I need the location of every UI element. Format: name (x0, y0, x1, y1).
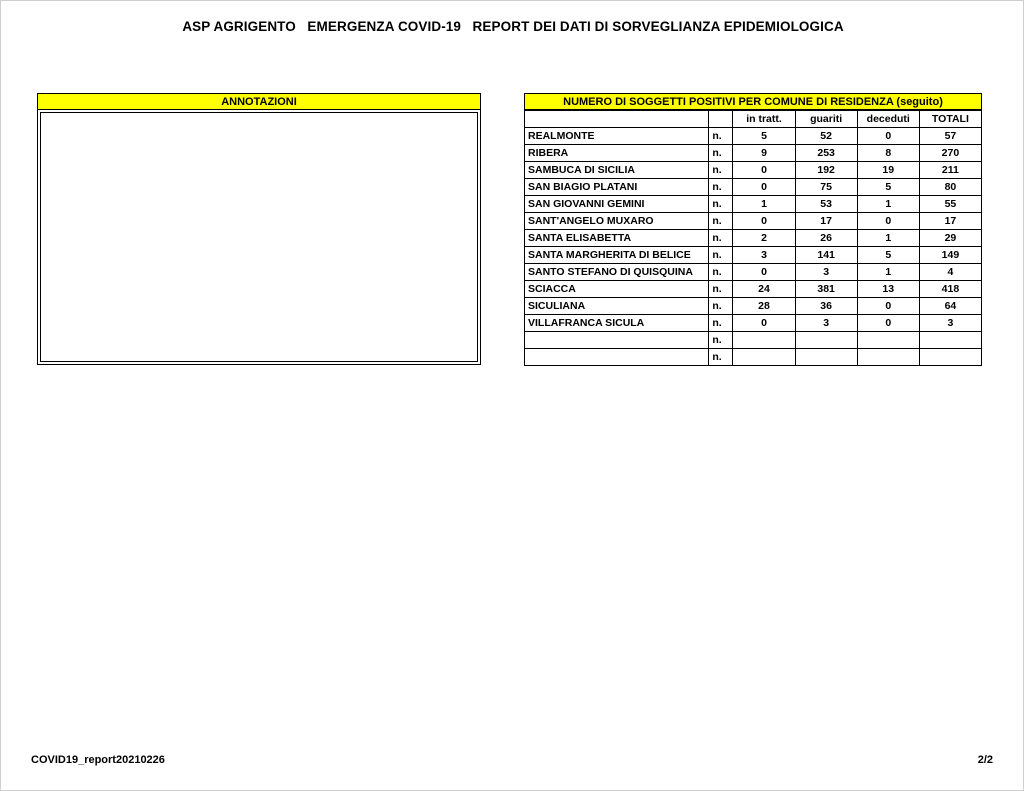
cell-comune: SANTA MARGHERITA DI BELICE (525, 247, 709, 264)
cell-in-trattamento: 28 (733, 298, 795, 315)
cell-unit: n. (709, 349, 733, 366)
footer-document-id: COVID19_report20210226 (31, 754, 165, 766)
cell-unit: n. (709, 162, 733, 179)
annotations-body (37, 110, 481, 365)
cell-totali: 270 (919, 145, 981, 162)
cell-comune: SAMBUCA DI SICILIA (525, 162, 709, 179)
table-row (525, 128, 982, 145)
cell-in-trattamento: 3 (733, 247, 795, 264)
cell-comune: SANTA ELISABETTA (525, 230, 709, 247)
cell-guariti: 253 (795, 145, 857, 162)
cell-in-trattamento: 1 (733, 196, 795, 213)
positives-table-panel (524, 93, 982, 366)
table-row (525, 349, 982, 366)
cell-unit: n. (709, 247, 733, 264)
cell-totali: 80 (919, 179, 981, 196)
cell-deceduti: 0 (857, 315, 919, 332)
column-header-totali: TOTALI (919, 111, 981, 128)
cell-guariti: 52 (795, 128, 857, 145)
cell-deceduti: 8 (857, 145, 919, 162)
cell-deceduti: 0 (857, 213, 919, 230)
cell-guariti: 26 (795, 230, 857, 247)
cell-comune: SAN BIAGIO PLATANI (525, 179, 709, 196)
table-body (525, 128, 982, 366)
annotations-header: ANNOTAZIONI (37, 93, 481, 110)
table-row (525, 145, 982, 162)
cell-deceduti: 0 (857, 128, 919, 145)
cell-in-trattamento: 2 (733, 230, 795, 247)
table-row (525, 281, 982, 298)
table-row (525, 162, 982, 179)
table-row (525, 315, 982, 332)
cell-guariti (795, 349, 857, 366)
cell-guariti: 36 (795, 298, 857, 315)
cell-totali: 3 (919, 315, 981, 332)
table-row (525, 247, 982, 264)
cell-totali (919, 332, 981, 349)
cell-in-trattamento (733, 349, 795, 366)
cell-deceduti (857, 332, 919, 349)
cell-unit: n. (709, 179, 733, 196)
cell-comune: SAN GIOVANNI GEMINI (525, 196, 709, 213)
cell-comune (525, 332, 709, 349)
cell-unit: n. (709, 128, 733, 145)
cell-in-trattamento: 0 (733, 162, 795, 179)
cell-in-trattamento: 0 (733, 179, 795, 196)
column-header-in-trattamento: in tratt. (733, 111, 795, 128)
cell-deceduti: 1 (857, 230, 919, 247)
cell-totali: 4 (919, 264, 981, 281)
cell-comune: RIBERA (525, 145, 709, 162)
cell-guariti: 381 (795, 281, 857, 298)
cell-guariti: 141 (795, 247, 857, 264)
cell-in-trattamento: 0 (733, 315, 795, 332)
cell-totali: 64 (919, 298, 981, 315)
page-title: ASP AGRIGENTO EMERGENZA COVID-19 REPORT DEI DATI DI SORVEGLIANZA EPIDEMIOLOGICA (182, 19, 844, 34)
cell-unit: n. (709, 230, 733, 247)
cell-guariti: 75 (795, 179, 857, 196)
footer-page-number: 2/2 (977, 754, 993, 766)
cell-deceduti: 5 (857, 247, 919, 264)
cell-comune: SICULIANA (525, 298, 709, 315)
cell-unit: n. (709, 281, 733, 298)
cell-in-trattamento: 0 (733, 213, 795, 230)
cell-deceduti: 13 (857, 281, 919, 298)
table-row (525, 332, 982, 349)
cell-comune: SCIACCA (525, 281, 709, 298)
table-row (525, 264, 982, 281)
cell-in-trattamento: 5 (733, 128, 795, 145)
table-row (525, 213, 982, 230)
cell-totali: 17 (919, 213, 981, 230)
cell-in-trattamento: 9 (733, 145, 795, 162)
cell-unit: n. (709, 196, 733, 213)
cell-guariti: 3 (795, 264, 857, 281)
table-row (525, 179, 982, 196)
cell-guariti: 3 (795, 315, 857, 332)
cell-totali (919, 349, 981, 366)
cell-totali: 418 (919, 281, 981, 298)
cell-in-trattamento (733, 332, 795, 349)
annotations-panel (37, 93, 481, 365)
table-row (525, 230, 982, 247)
column-header-comune (525, 111, 709, 128)
table-header-row (525, 111, 982, 128)
cell-totali: 211 (919, 162, 981, 179)
table-row (525, 298, 982, 315)
cell-unit: n. (709, 315, 733, 332)
cell-comune: SANT'ANGELO MUXARO (525, 213, 709, 230)
cell-deceduti (857, 349, 919, 366)
cell-deceduti: 19 (857, 162, 919, 179)
positives-table (524, 110, 982, 366)
positives-table-title: NUMERO DI SOGGETTI POSITIVI PER COMUNE DI RESIDENZA (seguito) (524, 93, 982, 110)
cell-guariti (795, 332, 857, 349)
cell-unit: n. (709, 298, 733, 315)
cell-guariti: 17 (795, 213, 857, 230)
cell-totali: 55 (919, 196, 981, 213)
column-header-guariti: guariti (795, 111, 857, 128)
cell-totali: 149 (919, 247, 981, 264)
cell-in-trattamento: 0 (733, 264, 795, 281)
cell-comune (525, 349, 709, 366)
cell-unit: n. (709, 145, 733, 162)
cell-guariti: 192 (795, 162, 857, 179)
column-header-unit (709, 111, 733, 128)
cell-deceduti: 1 (857, 264, 919, 281)
cell-in-trattamento: 24 (733, 281, 795, 298)
cell-deceduti: 5 (857, 179, 919, 196)
cell-totali: 57 (919, 128, 981, 145)
column-header-deceduti: deceduti (857, 111, 919, 128)
table-row (525, 196, 982, 213)
cell-deceduti: 1 (857, 196, 919, 213)
cell-comune: REALMONTE (525, 128, 709, 145)
cell-comune: SANTO STEFANO DI QUISQUINA (525, 264, 709, 281)
cell-unit: n. (709, 332, 733, 349)
cell-unit: n. (709, 213, 733, 230)
cell-deceduti: 0 (857, 298, 919, 315)
cell-totali: 29 (919, 230, 981, 247)
cell-guariti: 53 (795, 196, 857, 213)
cell-comune: VILLAFRANCA SICULA (525, 315, 709, 332)
cell-unit: n. (709, 264, 733, 281)
